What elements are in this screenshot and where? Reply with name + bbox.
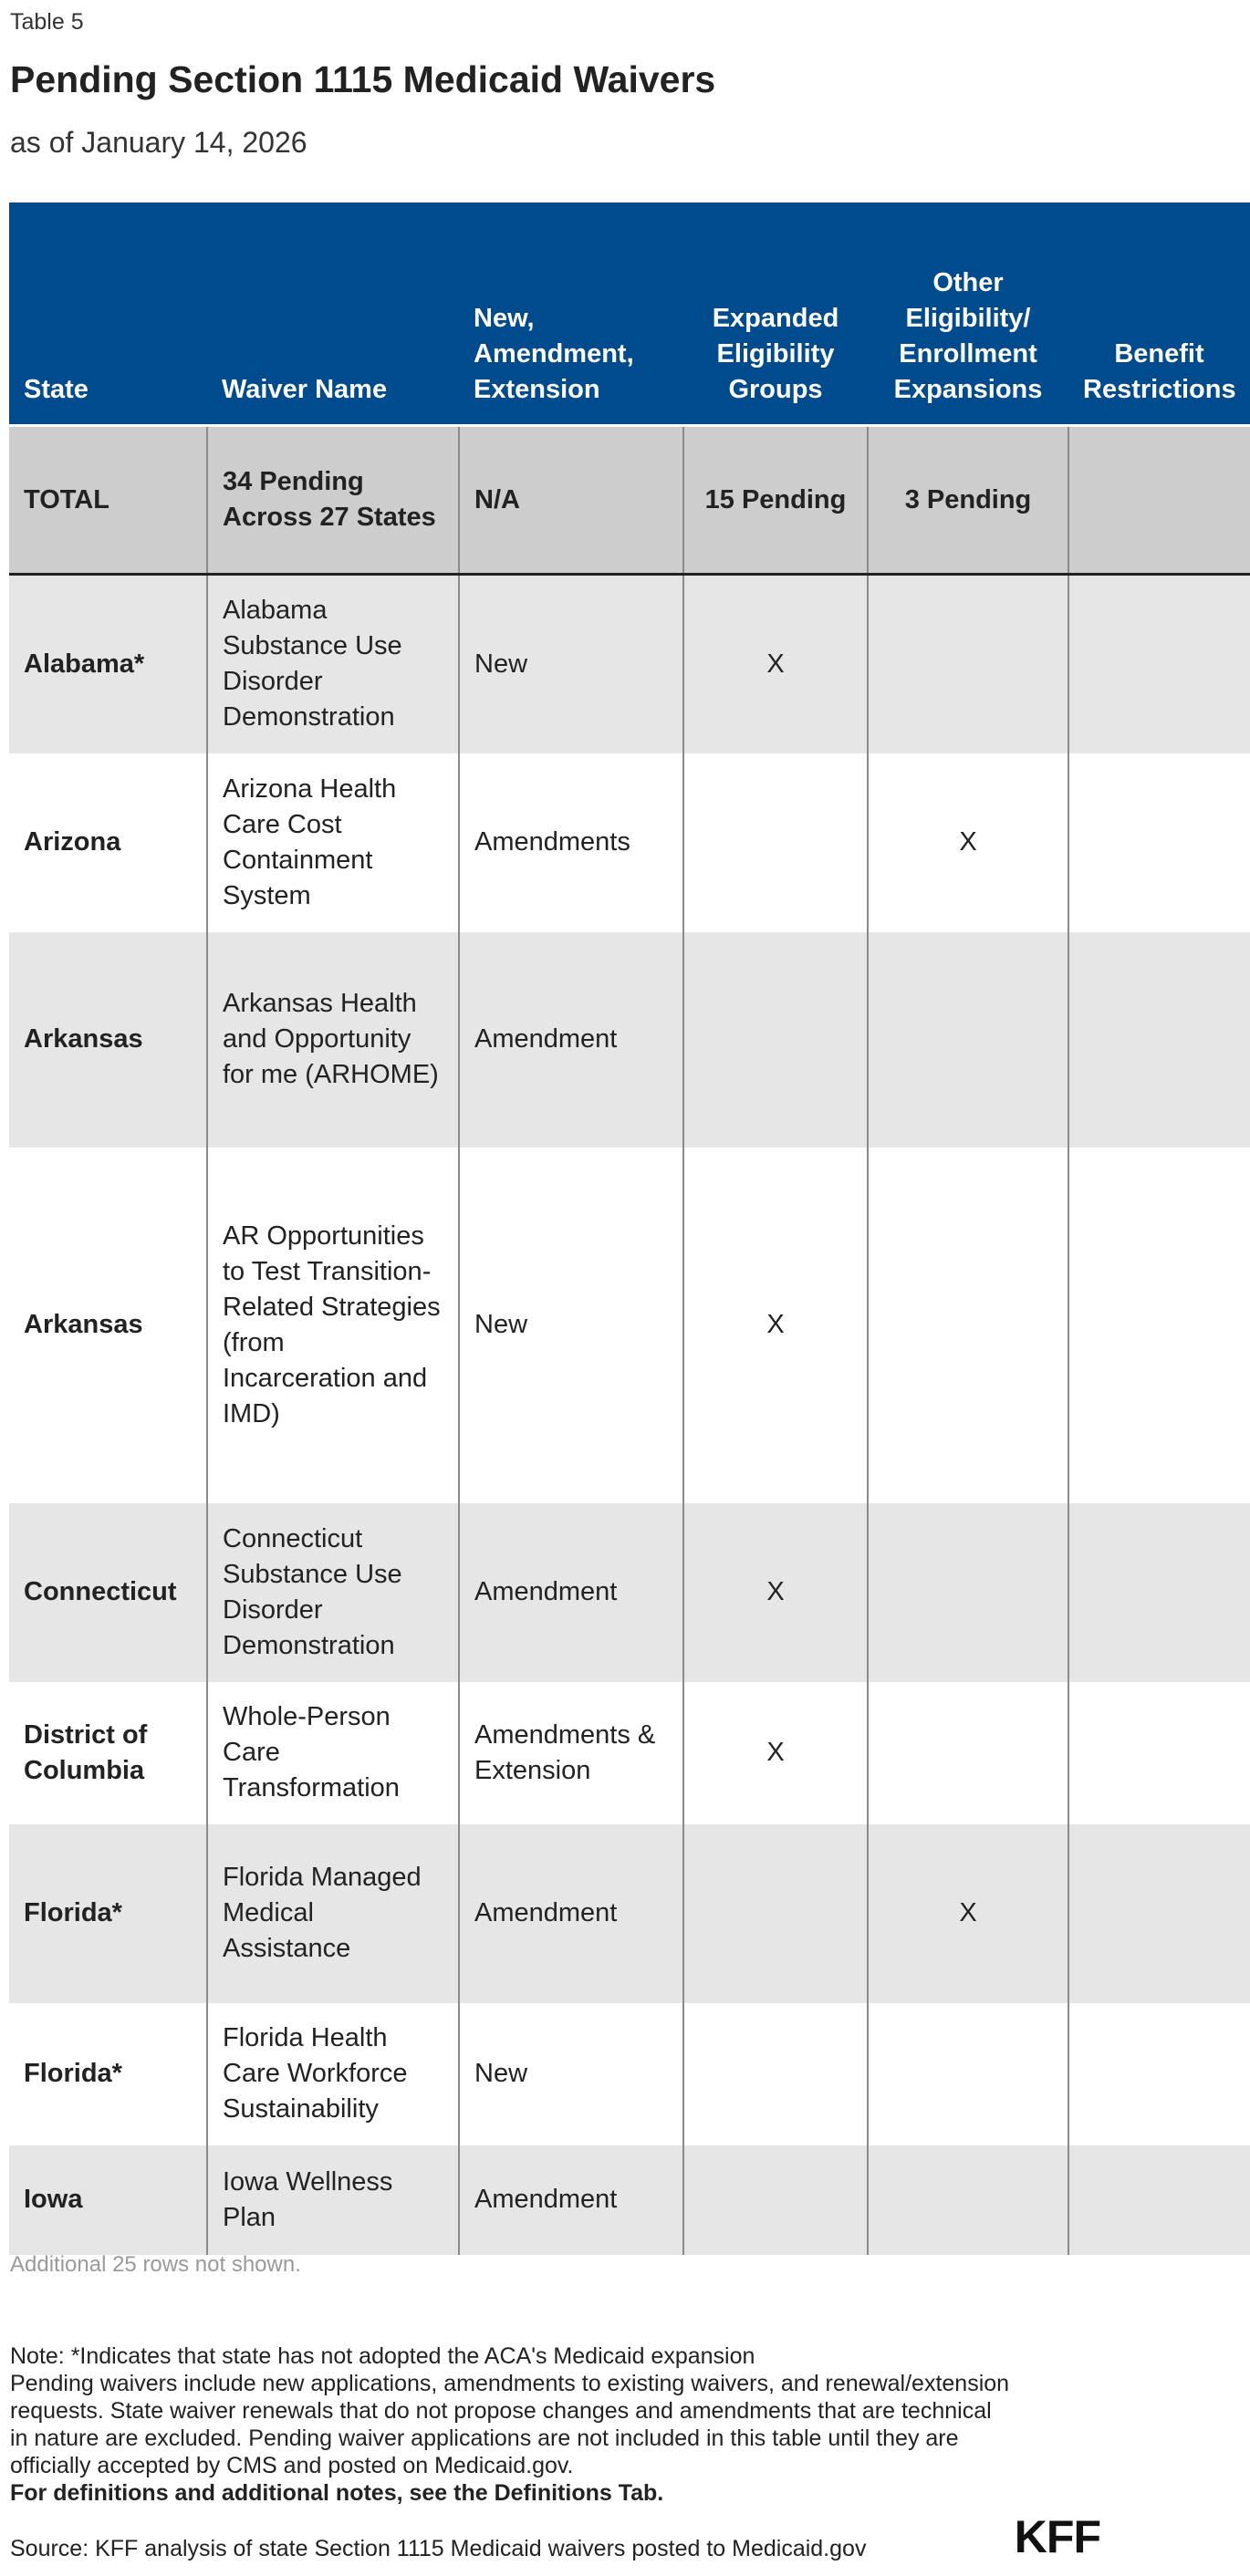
next-cell [1068,1148,1250,1503]
total-expanded-cell: 15 Pending [683,426,868,575]
expansion-note: Note: *Indicates that state has not adopted the ACA's Medicaid expansion [10,2343,755,2369]
expanded-cell [683,753,868,932]
waiver-name-cell: AR Opportunities to Test Transition-Related Strategies (from Incarceration and IMD) [207,1148,459,1503]
expanded-cell [683,1824,868,2003]
type-cell: New [459,2003,683,2145]
type-cell: Amendments & Extension [459,1682,683,1824]
waiver-name-cell: Arizona Health Care Cost Containment System [207,753,459,932]
waiver-name-cell: Alabama Substance Use Disorder Demonstration [207,575,459,753]
next-cell [1068,1824,1250,2003]
type-cell: Amendment [459,932,683,1148]
expanded-cell: X [683,575,868,753]
waiver-name-cell: Florida Managed Medical Assistance [207,1824,459,2003]
other-cell [868,1503,1068,1682]
next-cell [1068,2003,1250,2145]
column-header-benefit-restrictions[interactable]: Benefit Restrictions [1068,203,1250,426]
waiver-name-cell: Arkansas Health and Opportunity for me (ARHOME) [207,932,459,1148]
next-cell [1068,1503,1250,1682]
state-cell: Arkansas [9,1148,207,1503]
other-cell [868,575,1068,753]
column-header-state[interactable]: State [9,203,207,426]
next-cell [1068,2145,1250,2255]
total-next-cell [1068,426,1250,575]
total-state-cell: TOTAL [9,426,207,575]
rows-not-shown-note: Additional 25 rows not shown. [10,2252,301,2277]
pending-definition-note: Pending waivers include new applications, amendments to existing waivers, and renewal/extension requests. State waiver renewals that do not propose changes and amendments that are technical in nature are excluded. Pending waiver applications are not included in this table until they are officially accepted by CMS and posted on Medicaid.gov. [10,2371,1010,2478]
expanded-cell [683,2145,868,2255]
source-note: Source: KFF analysis of state Section 1115 Medicaid waivers posted to Medicaid.gov [10,2536,867,2561]
other-cell: X [868,753,1068,932]
waiver-name-cell: Connecticut Substance Use Disorder Demonstration [207,1503,459,1682]
state-cell: Arizona [9,753,207,932]
table-row [9,753,1250,932]
waiver-name-cell: Whole-Person Care Transformation [207,1682,459,1824]
other-cell [868,932,1068,1148]
state-cell: Florida* [9,2003,207,2145]
table-row [9,1148,1250,1503]
footnotes [10,2342,1014,2507]
table-row [9,1824,1250,2003]
total-type-cell: N/A [459,426,683,575]
expanded-cell [683,2003,868,2145]
column-header-expanded-eligibility[interactable]: Expanded Eligibility Groups [683,203,868,426]
state-cell: Iowa [9,2145,207,2255]
type-cell: New [459,575,683,753]
type-cell: Amendment [459,1824,683,2003]
other-cell [868,2145,1068,2255]
definitions-tab-link[interactable]: For definitions and additional notes, see the Definitions Tab. [10,2480,664,2506]
expanded-cell: X [683,1503,868,1682]
expanded-cell: X [683,1682,868,1824]
state-cell: District of Columbia [9,1682,207,1824]
next-cell [1068,932,1250,1148]
table-row [9,1682,1250,1824]
page-subtitle: as of January 14, 2026 [10,126,307,159]
other-cell [868,2003,1068,2145]
table-row [9,2145,1250,2255]
type-cell: Amendments [459,753,683,932]
expanded-cell: X [683,1148,868,1503]
next-cell [1068,753,1250,932]
table-row [9,932,1250,1148]
kff-logo: KFF [1014,2511,1100,2562]
total-waiver-cell: 34 Pending Across 27 States [207,426,459,575]
waiver-table-container[interactable] [9,203,1236,2232]
state-cell: Arkansas [9,932,207,1148]
other-cell [868,1148,1068,1503]
waiver-name-cell: Florida Health Care Workforce Sustainability [207,2003,459,2145]
table-row [9,575,1250,753]
expanded-cell [683,932,868,1148]
table-number: Table 5 [10,9,84,35]
table-row [9,2003,1250,2145]
column-header-other-eligibility[interactable]: Other Eligibility/ Enrollment Expansions [868,203,1068,426]
table-header-row [9,203,1250,426]
state-cell: Florida* [9,1824,207,2003]
column-header-waiver-name[interactable]: Waiver Name [207,203,459,426]
table-row [9,1503,1250,1682]
type-cell: New [459,1148,683,1503]
next-cell [1068,1682,1250,1824]
total-other-cell: 3 Pending [868,426,1068,575]
waiver-name-cell: Iowa Wellness Plan [207,2145,459,2255]
type-cell: Amendment [459,1503,683,1682]
page-title: Pending Section 1115 Medicaid Waivers [10,58,716,100]
other-cell: X [868,1824,1068,2003]
state-cell: Alabama* [9,575,207,753]
next-cell [1068,575,1250,753]
waiver-table [9,203,1250,2255]
type-cell: Amendment [459,2145,683,2255]
state-cell: Connecticut [9,1503,207,1682]
column-header-type[interactable]: New, Amendment, Extension [459,203,683,426]
other-cell [868,1682,1068,1824]
total-row [9,426,1250,575]
